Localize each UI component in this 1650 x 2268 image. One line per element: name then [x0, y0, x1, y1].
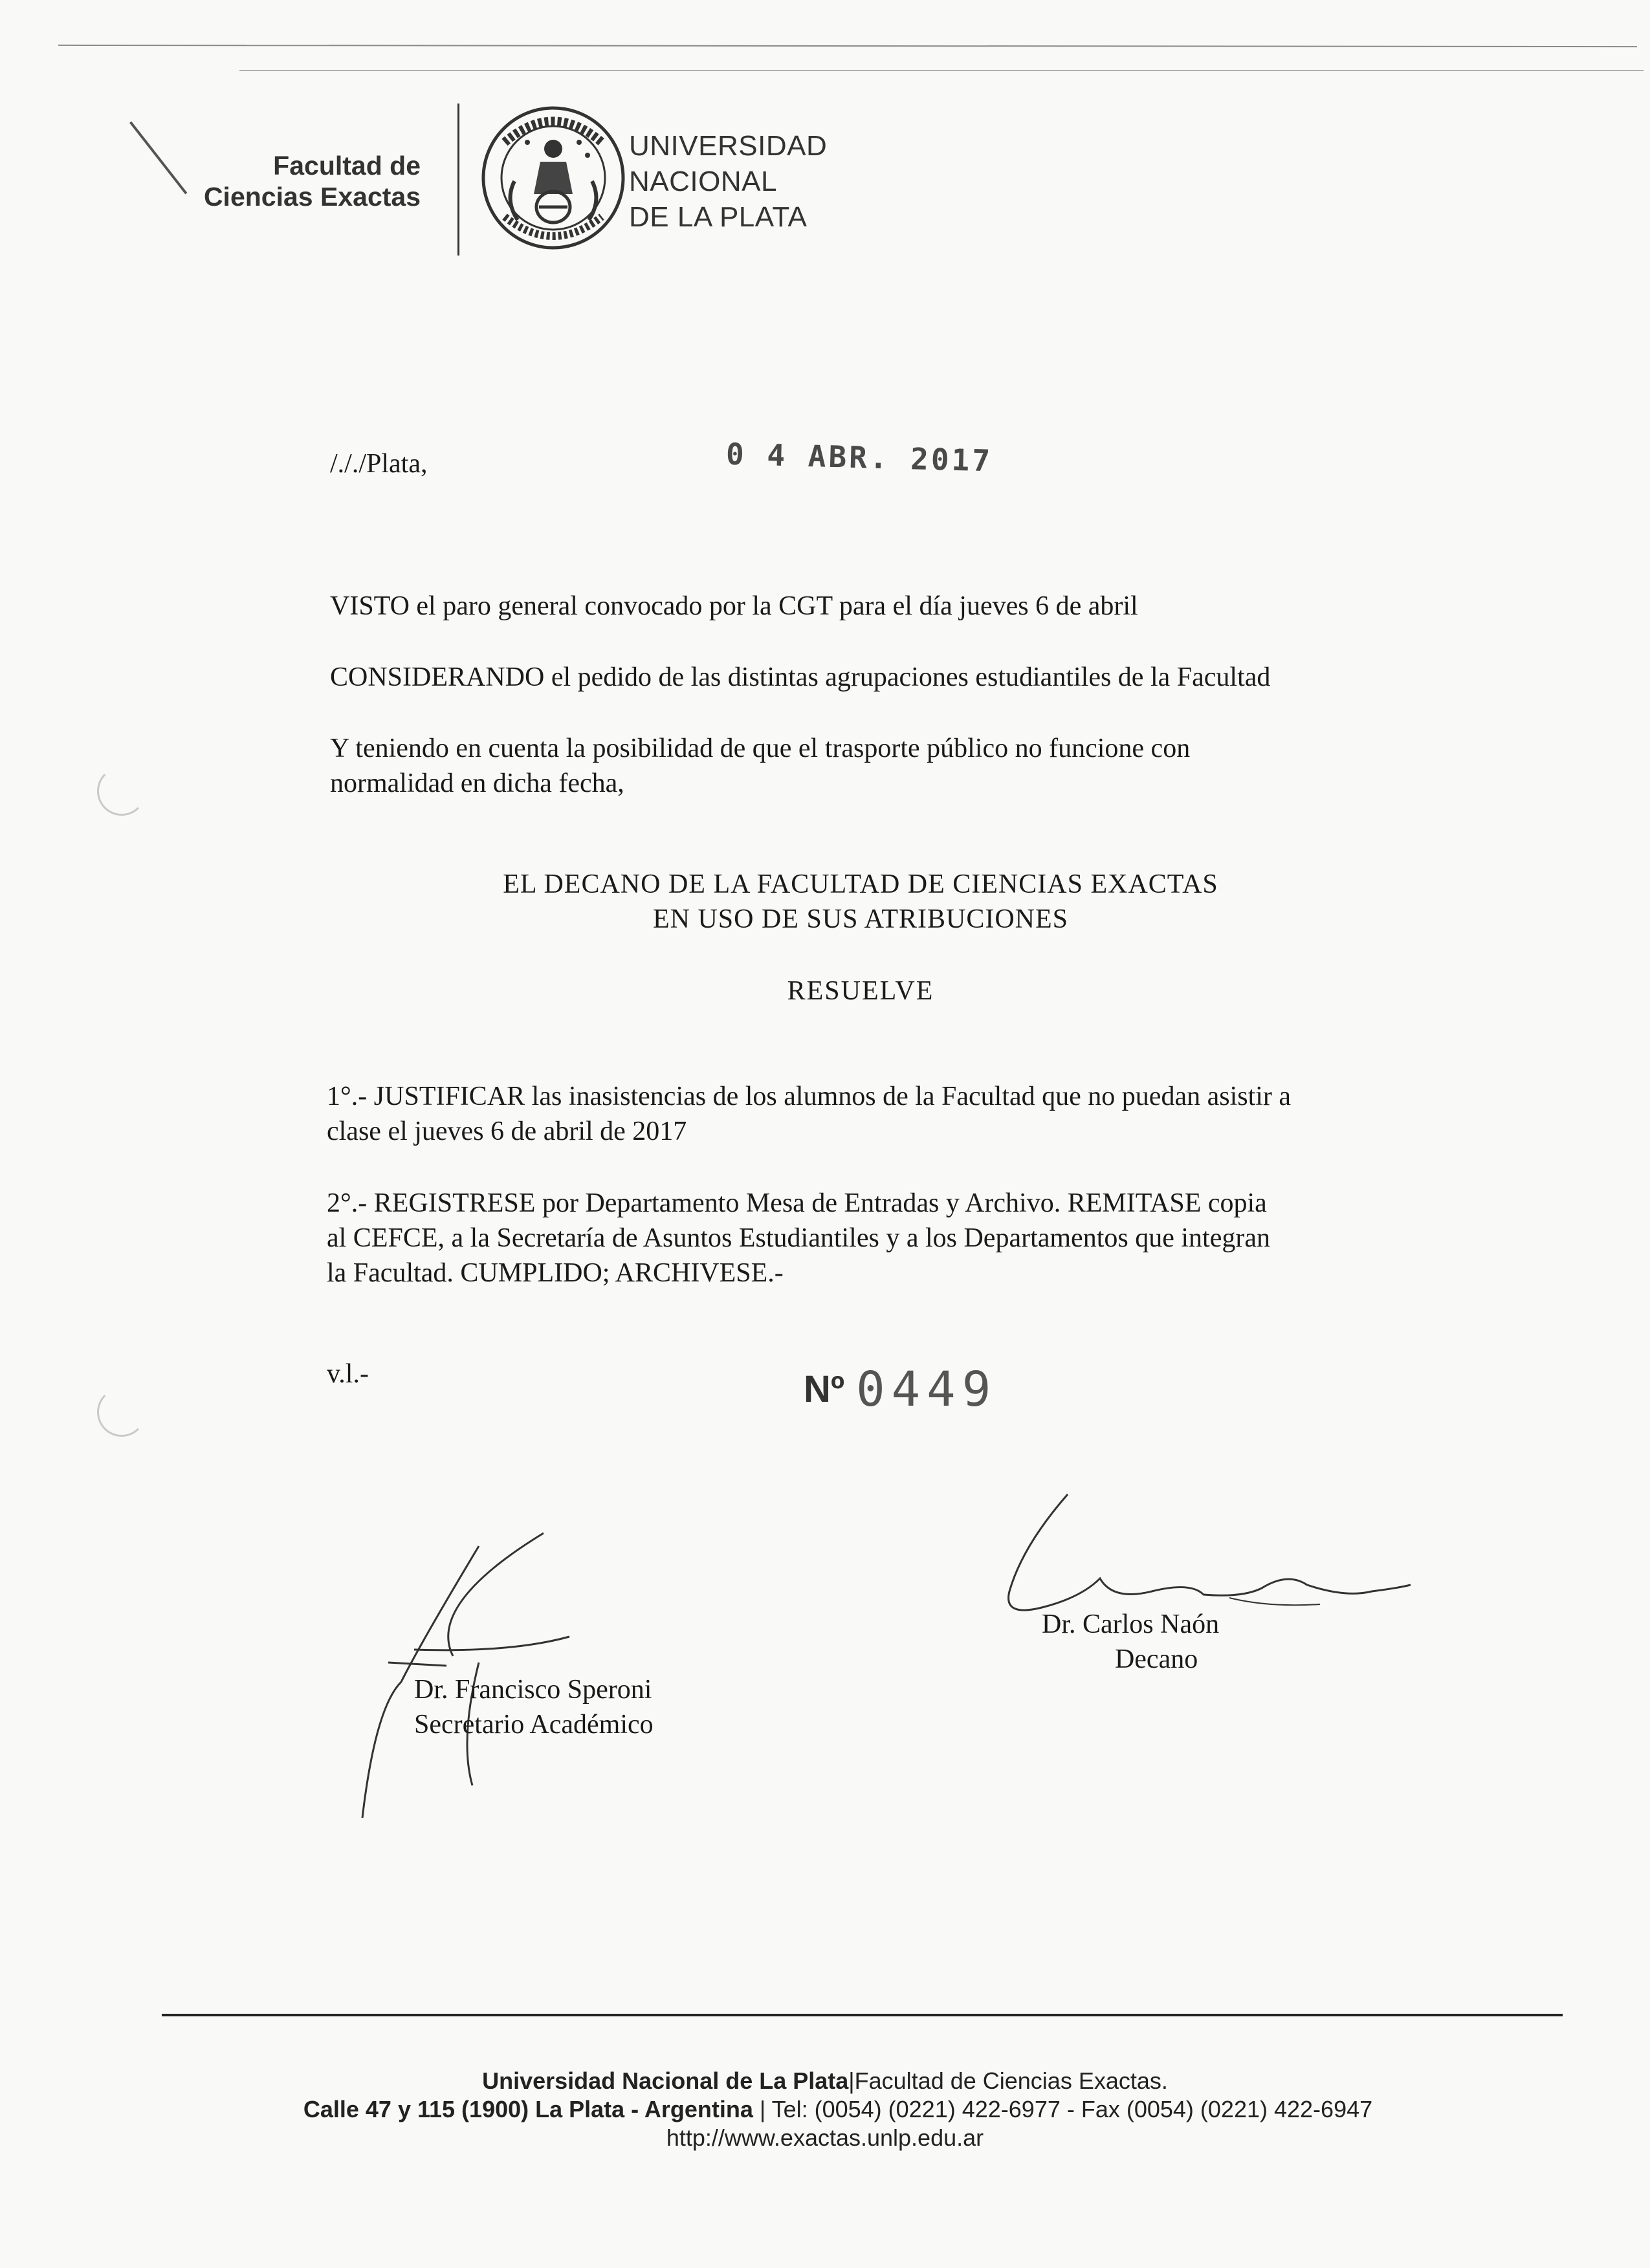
- scan-edge-line: [58, 45, 1637, 47]
- secretary-signature-block: [414, 1672, 654, 1742]
- decano-heading-line2: EN USO DE SUS ATRIBUCIONES: [652, 904, 1069, 934]
- punch-hole: [97, 1388, 146, 1437]
- university-name-line2: NACIONAL: [629, 166, 777, 197]
- dean-role: Decano: [1114, 1644, 1198, 1674]
- footer-faculty: |Facultad de Ciencias Exactas.: [848, 2067, 1168, 2094]
- footer-rule: [162, 2014, 1563, 2016]
- dean-signature-block: [1042, 1607, 1219, 1677]
- university-name-line1: UNIVERSIDAD: [629, 130, 828, 162]
- footer-website: http://www.exactas.unlp.edu.ar: [666, 2124, 984, 2151]
- unlp-seal-icon: [479, 104, 628, 252]
- footer: [0, 2067, 1650, 2152]
- teniendo-line1: Y teniendo en cuenta la posibilidad de que el trasporte público no funcione con: [330, 734, 1191, 763]
- secretary-signature: [349, 1514, 686, 1824]
- number-prefix: Nº: [804, 1368, 845, 1410]
- resolution-number-stamp: [804, 1362, 997, 1417]
- vl-initials: v.l.-: [327, 1359, 369, 1389]
- visto-paragraph: [330, 589, 1138, 624]
- header-divider: [457, 104, 459, 256]
- decano-heading-line1: EL DECANO DE LA FACULTAD DE CIENCIAS EXACTAS: [503, 869, 1218, 899]
- faculty-name: [188, 150, 421, 212]
- resolution-number: 0449: [856, 1362, 998, 1417]
- scan-edge-line: [239, 70, 1644, 71]
- considerando-text: el pedido de las distintas agrupaciones estudiantiles de la Facultad: [544, 662, 1271, 692]
- dean-name: Dr. Carlos Naón: [1042, 1609, 1220, 1639]
- visto-keyword: VISTO: [330, 591, 410, 621]
- secretary-role: Secretario Académico: [414, 1710, 654, 1739]
- faculty-name-line1: Facultad de: [273, 151, 421, 180]
- considerando-paragraph: [330, 660, 1270, 695]
- visto-text: el paro general convocado por la CGT para el día jueves 6 de abril: [409, 591, 1138, 621]
- article-1-prefix: 1°.- JUSTIFICAR: [327, 1082, 525, 1111]
- place-line: /././Plata,: [330, 449, 428, 479]
- teniendo-paragraph: [330, 731, 1326, 801]
- footer-line1: [0, 2067, 1650, 2095]
- staple-mark: [129, 122, 187, 195]
- footer-phone: | Tel: (0054) (0221) 422-6977 - Fax (0054) (0221) 422-6947: [753, 2096, 1373, 2122]
- teniendo-line2: normalidad en dicha fecha,: [330, 769, 624, 798]
- secretary-name: Dr. Francisco Speroni: [414, 1675, 652, 1705]
- date-stamp: 0 4 ABR. 2017: [725, 436, 993, 479]
- footer-line2: [0, 2095, 1650, 2124]
- article-2-line3: la Facultad. CUMPLIDO; ARCHIVESE.-: [327, 1258, 784, 1288]
- punch-hole: [97, 767, 146, 816]
- article-1: [327, 1079, 1427, 1149]
- faculty-name-line2: Ciencias Exactas: [203, 182, 421, 212]
- article-2-line1: por Departamento Mesa de Entradas y Archivo. REMITASE copia: [535, 1188, 1267, 1218]
- article-2: [327, 1186, 1427, 1291]
- university-name: [629, 128, 827, 235]
- article-1-line2: clase el jueves 6 de abril de 2017: [327, 1117, 687, 1146]
- university-name-line3: DE LA PLATA: [629, 201, 808, 233]
- footer-university: Universidad Nacional de La Plata: [482, 2067, 849, 2094]
- article-2-line2: al CEFCE, a la Secretaría de Asuntos Estudiantiles y a los Departamentos que integran: [327, 1223, 1270, 1253]
- article-1-line1: las inasistencias de los alumnos de la Facultad que no puedan asistir a: [525, 1082, 1292, 1111]
- footer-address: Calle 47 y 115 (1900) La Plata - Argentina: [303, 2096, 753, 2122]
- considerando-keyword: CONSIDERANDO: [330, 662, 545, 692]
- article-2-prefix: 2°.- REGISTRESE: [327, 1188, 536, 1218]
- decano-heading: [362, 867, 1359, 937]
- dean-signature: [984, 1468, 1436, 1630]
- resuelve-heading: RESUELVE: [787, 976, 934, 1006]
